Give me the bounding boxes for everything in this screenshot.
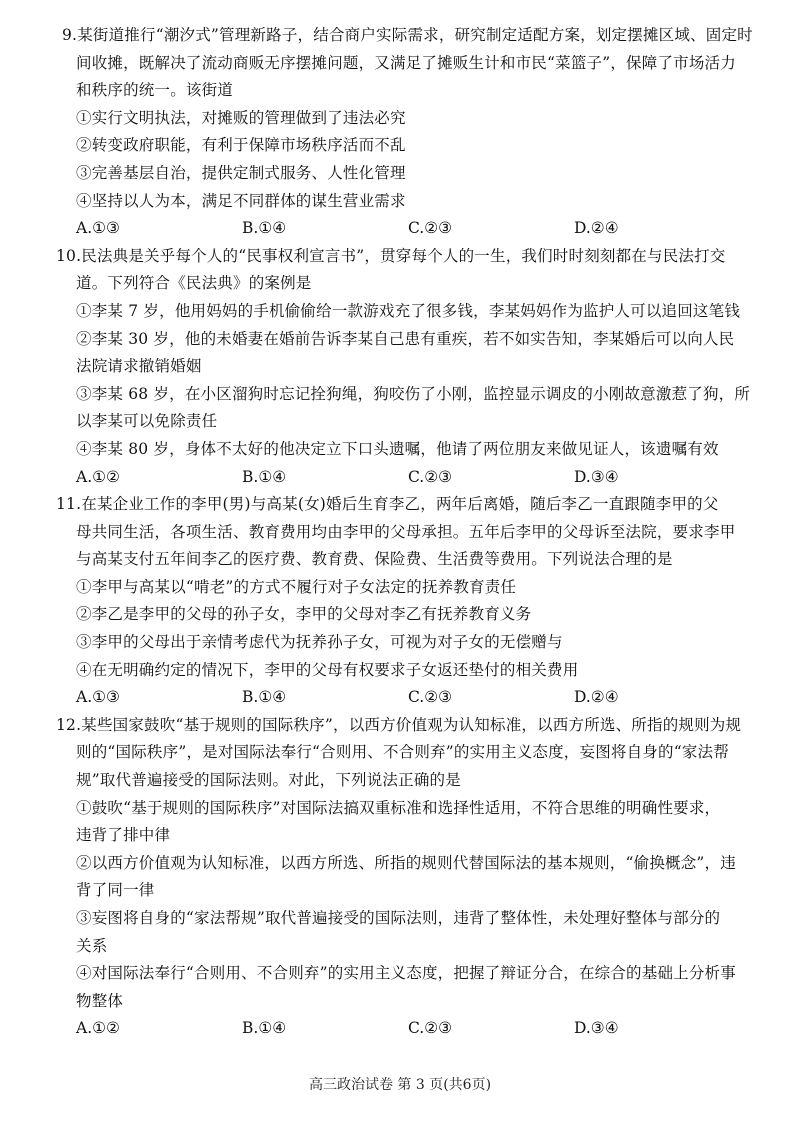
statement-line: ①实行文明执法，对摊贩的管理做到了违法必究 xyxy=(76,108,406,127)
statement-line: ④坚持以人为本，满足不同群体的谋生营业需求 xyxy=(76,191,406,210)
answer-choice[interactable]: A.①② xyxy=(76,467,120,486)
question-stem-line: 间收摊，既解决了流动商贩无序摆摊问题，又满足了摊贩生计和市民“菜篮子”，保障了市场活力 xyxy=(76,53,736,72)
answer-choice[interactable]: A.①② xyxy=(76,1019,120,1038)
answer-choices xyxy=(76,684,768,712)
question-stem-line: 则的“国际秩序”，是对国际法奉行“合则用、不合则弃”的实用主义态度，妄图将自身的“家法帮 xyxy=(76,743,729,762)
answer-choice[interactable]: C.②③ xyxy=(408,1019,453,1038)
statement-line: 法院请求撤销婚姻 xyxy=(76,357,202,376)
statement-line: ②转变政府职能，有利于保障市场秩序活而不乱 xyxy=(76,136,406,155)
answer-choice[interactable]: D.③④ xyxy=(574,1019,619,1038)
answer-choice[interactable]: B.①④ xyxy=(242,688,287,707)
statement-line: ④对国际法奉行“合则用、不合则弃”的实用主义态度，把握了辩证分合，在综合的基础上分析事 xyxy=(76,964,736,983)
statement-line: ③李甲的父母出于亲情考虑代为抚养孙子女，可视为对子女的无偿赠与 xyxy=(76,633,563,652)
question-block xyxy=(62,22,768,243)
statement-line: ②以西方价值观为认知标准，以西方所选、所指的规则代替国际法的基本规则，“偷换概念”，违 xyxy=(76,853,736,872)
statement-line: ④李某 80 岁，身体不太好的他决定立下口头遗嘱，他请了两位朋友来做见证人，该遗嘱有效 xyxy=(76,439,719,458)
statement-line: ②李某 30 岁，他的未婚妻在婚前告诉李某自己患有重疾，若不如实告知，李某婚后可以向人民 xyxy=(76,329,735,348)
answer-choice[interactable]: B.①④ xyxy=(242,467,287,486)
statement-line: 违背了排中律 xyxy=(76,826,171,845)
statement-line: ①鼓吹“基于规则的国际秩序”对国际法搞双重标准和选择性适用，不符合思维的明确性要求， xyxy=(76,798,721,817)
answer-choices xyxy=(76,1015,768,1043)
statement-line: 关系 xyxy=(76,936,108,955)
answer-choice[interactable]: C.②③ xyxy=(408,688,453,707)
question-stem-line: 和秩序的统一。该街道 xyxy=(76,81,234,100)
question-block xyxy=(56,712,768,1043)
statement-line: 背了同一律 xyxy=(76,881,155,900)
answer-choice[interactable]: C.②③ xyxy=(408,219,453,238)
statement-line: ①李某 7 岁，他用妈妈的手机偷偷给一款游戏充了很多钱，李某妈妈作为监护人可以追回这笔钱 xyxy=(76,301,741,320)
statement-line: 物整体 xyxy=(76,991,124,1010)
statement-line: 以李某可以免除责任 xyxy=(76,412,218,431)
answer-choice[interactable]: B.①④ xyxy=(242,1019,287,1038)
statement-line: ②李乙是李甲的父母的孙子女，李甲的父母对李乙有抚养教育义务 xyxy=(76,605,532,624)
question-stem: 12.某些国家鼓吹“基于规则的国际秩序”，以西方价值观为认知标准，以西方所选、所指的规则为规 xyxy=(56,715,742,734)
question-stem-line: 道。下列符合《民法典》的案例是 xyxy=(76,274,312,293)
question-stem-line: 与高某支付五年间李乙的医疗费、教育费、保险费、生活费等费用。下列说法合理的是 xyxy=(76,550,673,569)
statement-line: ①李甲与高某以“啃老”的方式不履行对子女法定的抚养教育责任 xyxy=(76,577,517,596)
question-stem: 10.民法典是关乎每个人的“民事权利宣言书”，贯穿每个人的一生，我们时时刻刻都在与民法打交 xyxy=(56,246,726,265)
answer-choices xyxy=(76,464,768,492)
statement-line: ④在无明确约定的情况下，李甲的父母有权要求子女返还垫付的相关费用 xyxy=(76,660,579,679)
answer-choice[interactable]: D.②④ xyxy=(574,688,619,707)
question-stem: 9.某街道推行“潮汐式”管理新路子，结合商户实际需求，研究制定适配方案，划定摆摊区域、固定时 xyxy=(62,26,753,44)
answer-choice[interactable]: D.②④ xyxy=(574,219,619,238)
answer-choice[interactable]: A.①③ xyxy=(76,688,120,707)
statement-line: ③完善基层自治，提供定制式服务、人性化管理 xyxy=(76,163,406,182)
answer-choice[interactable]: B.①④ xyxy=(242,219,287,238)
question-stem-line: 规”取代普遍接受的国际法则。对此，下列说法正确的是 xyxy=(76,771,461,790)
question-stem: 11.在某企业工作的李甲(男)与高某(女)婚后生育李乙，两年后离婚，随后李乙一直跟随李甲的父 xyxy=(56,495,719,514)
answer-choice[interactable]: D.③④ xyxy=(574,467,619,486)
answer-choice[interactable]: A.①③ xyxy=(76,219,120,238)
answer-choice[interactable]: C.②③ xyxy=(408,467,453,486)
question-block xyxy=(56,491,768,712)
question-list xyxy=(56,22,768,1043)
statement-line: ③李某 68 岁，在小区溜狗时忘记拴狗绳，狗咬伤了小刚，监控显示调皮的小刚故意激惹了狗，所 xyxy=(76,384,751,403)
answer-choices xyxy=(76,215,768,243)
statement-line: ③妄图将自身的“家法帮规”取代普遍接受的国际法则，违背了整体性，未处理好整体与部分的 xyxy=(76,909,721,927)
page-footer: 高三政治试卷 第 3 页(共6页) xyxy=(308,1077,492,1093)
question-stem-line: 母共同生活，各项生活、教育费用均由李甲的父母承担。五年后李甲的父母诉至法院，要求李甲 xyxy=(76,522,736,541)
question-block xyxy=(56,243,768,491)
